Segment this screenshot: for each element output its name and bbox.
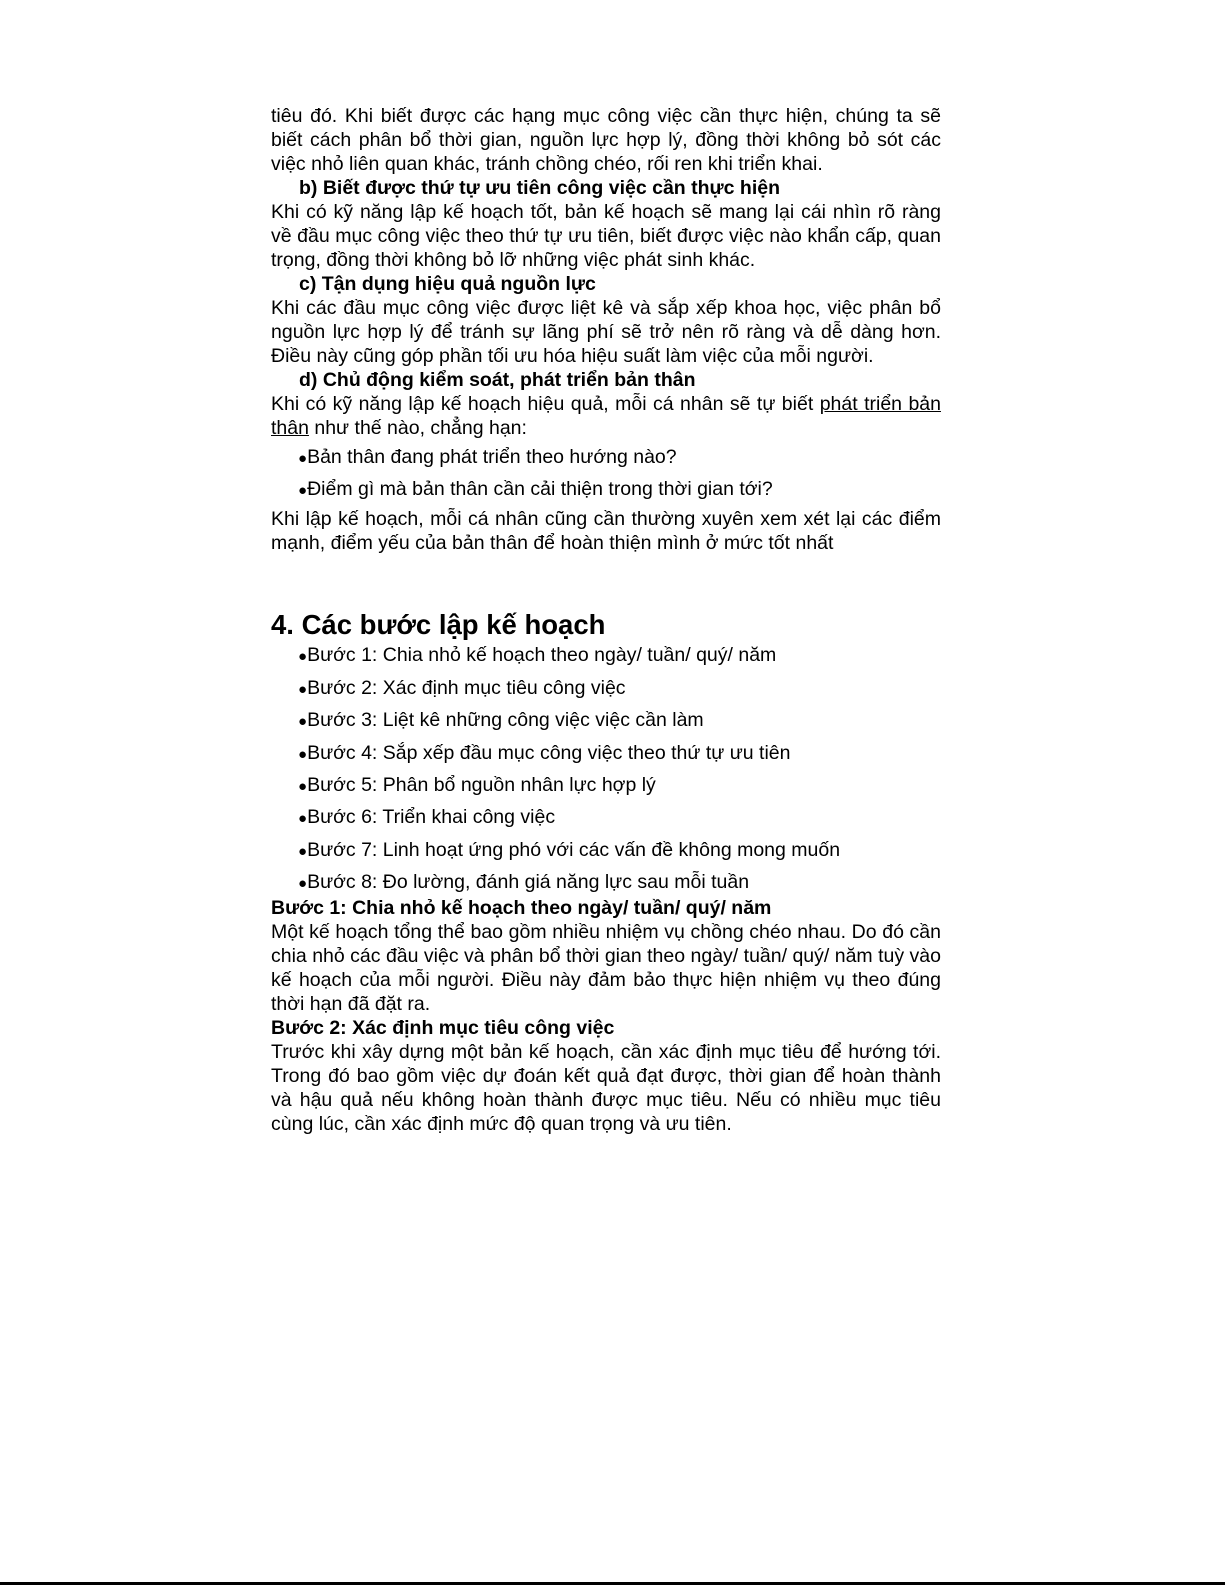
list-item: ●Bước 1: Chia nhỏ kế hoạch theo ngày/ tuần/ quý/ năm bbox=[298, 643, 941, 669]
list-item: ●Bước 4: Sắp xếp đầu mục công việc theo thứ tự ưu tiên bbox=[298, 741, 941, 767]
self-development-questions bbox=[271, 445, 941, 503]
subheading-d: d) Chủ động kiểm soát, phát triển bản thân bbox=[299, 369, 696, 391]
step-1-heading: Bước 1: Chia nhỏ kế hoạch theo ngày/ tuần/ quý/ năm bbox=[271, 897, 772, 920]
list-item: ●Bước 2: Xác định mục tiêu công việc bbox=[298, 676, 941, 702]
bullet-icon: ● bbox=[298, 810, 308, 828]
bullet-icon: ● bbox=[298, 713, 308, 731]
bullet-icon: ● bbox=[298, 648, 308, 666]
section-4-title: 4. Các bước lập kế hoạch bbox=[271, 609, 606, 641]
bullet-icon: ● bbox=[298, 777, 308, 795]
subheading-b: b) Biết được thứ tự ưu tiên công việc cần thực hiện bbox=[299, 177, 781, 199]
paragraph-d-text-after: như thế nào, chẳng hạn: bbox=[308, 417, 527, 439]
list-item: ●Bước 7: Linh hoạt ứng phó với các vấn đề không mong muốn bbox=[298, 838, 941, 864]
bullet-icon: ● bbox=[298, 450, 308, 467]
paragraph-d-text-before: Khi có kỹ năng lập kế hoạch hiệu quả, mỗi cá nhân sẽ tự biết bbox=[271, 393, 820, 415]
intro-paragraph: tiêu đó. Khi biết được các hạng mục công việc cần thực hiện, chúng ta sẽ biết cách phân bổ thời gian, nguồn lực hợp lý, đồng thời không bỏ sót các việc nhỏ liên quan khác, tránh chồng chéo, rối ren khi triển khai. bbox=[271, 105, 941, 175]
paragraph-d-closing: Khi lập kế hoạch, mỗi cá nhân cũng cần thường xuyên xem xét lại các điểm mạnh, điểm yếu của bản thân để hoàn thiện mình ở mức tốt nhất bbox=[271, 508, 941, 555]
bullet-icon: ● bbox=[298, 842, 308, 860]
list-item: ●Bước 6: Triển khai công việc bbox=[298, 805, 941, 831]
paragraph-d bbox=[271, 392, 941, 440]
step-2-paragraph: Trước khi xây dựng một bản kế hoạch, cần xác định mục tiêu để hướng tới. Trong đó bao gồm việc dự đoán kết quả đạt được, thời gian để hoàn thành và hậu quả nếu không hoàn thành được mục tiêu. Nếu có nhiều mục tiêu cùng lúc, cần xác định mức độ quan trọng và ưu tiên. bbox=[271, 1041, 941, 1136]
document-page bbox=[271, 104, 941, 1136]
step-2-heading: Bước 2: Xác định mục tiêu công việc bbox=[271, 1017, 615, 1040]
steps-list bbox=[271, 643, 941, 896]
list-item: ●Bước 3: Liệt kê những công việc việc cần làm bbox=[298, 708, 941, 734]
list-item: ●Điểm gì mà bản thân cần cải thiện trong thời gian tới? bbox=[298, 477, 941, 503]
link-phat-trien-ban-than[interactable]: phát triển bản thân bbox=[271, 393, 941, 439]
paragraph-b: Khi có kỹ năng lập kế hoạch tốt, bản kế hoạch sẽ mang lại cái nhìn rõ ràng về đầu mục công việc theo thứ tự ưu tiên, biết được việc nào khẩn cấp, quan trọng, đồng thời không bỏ lỡ những việc phát sinh khác. bbox=[271, 201, 941, 271]
list-item: ●Bước 5: Phân bổ nguồn nhân lực hợp lý bbox=[298, 773, 941, 799]
list-item: ●Bản thân đang phát triển theo hướng nào? bbox=[298, 445, 941, 471]
paragraph-c: Khi các đầu mục công việc được liệt kê và sắp xếp khoa học, việc phân bổ nguồn lực hợp lý để tránh sự lãng phí sẽ trở nên rõ ràng và dễ dàng hơn. Điều này cũng góp phần tối ưu hóa hiệu suất làm việc của mỗi người. bbox=[271, 297, 941, 367]
bullet-icon: ● bbox=[298, 482, 308, 500]
bullet-icon: ● bbox=[298, 745, 308, 763]
subheading-c: c) Tận dụng hiệu quả nguồn lực bbox=[299, 273, 596, 295]
list-item: ●Bước 8: Đo lường, đánh giá năng lực sau mỗi tuần bbox=[298, 870, 941, 896]
bullet-icon: ● bbox=[298, 680, 308, 698]
bullet-icon: ● bbox=[298, 875, 308, 893]
step-1-paragraph: Một kế hoạch tổng thể bao gồm nhiều nhiệm vụ chồng chéo nhau. Do đó cần chia nhỏ các đầu việc và phân bổ thời gian theo ngày/ tuần/ quý/ năm tuỳ vào kế hoạch của mỗi người. Điều này đảm bảo thực hiện nhiệm vụ theo đúng thời hạn đã đặt ra. bbox=[271, 921, 941, 1016]
